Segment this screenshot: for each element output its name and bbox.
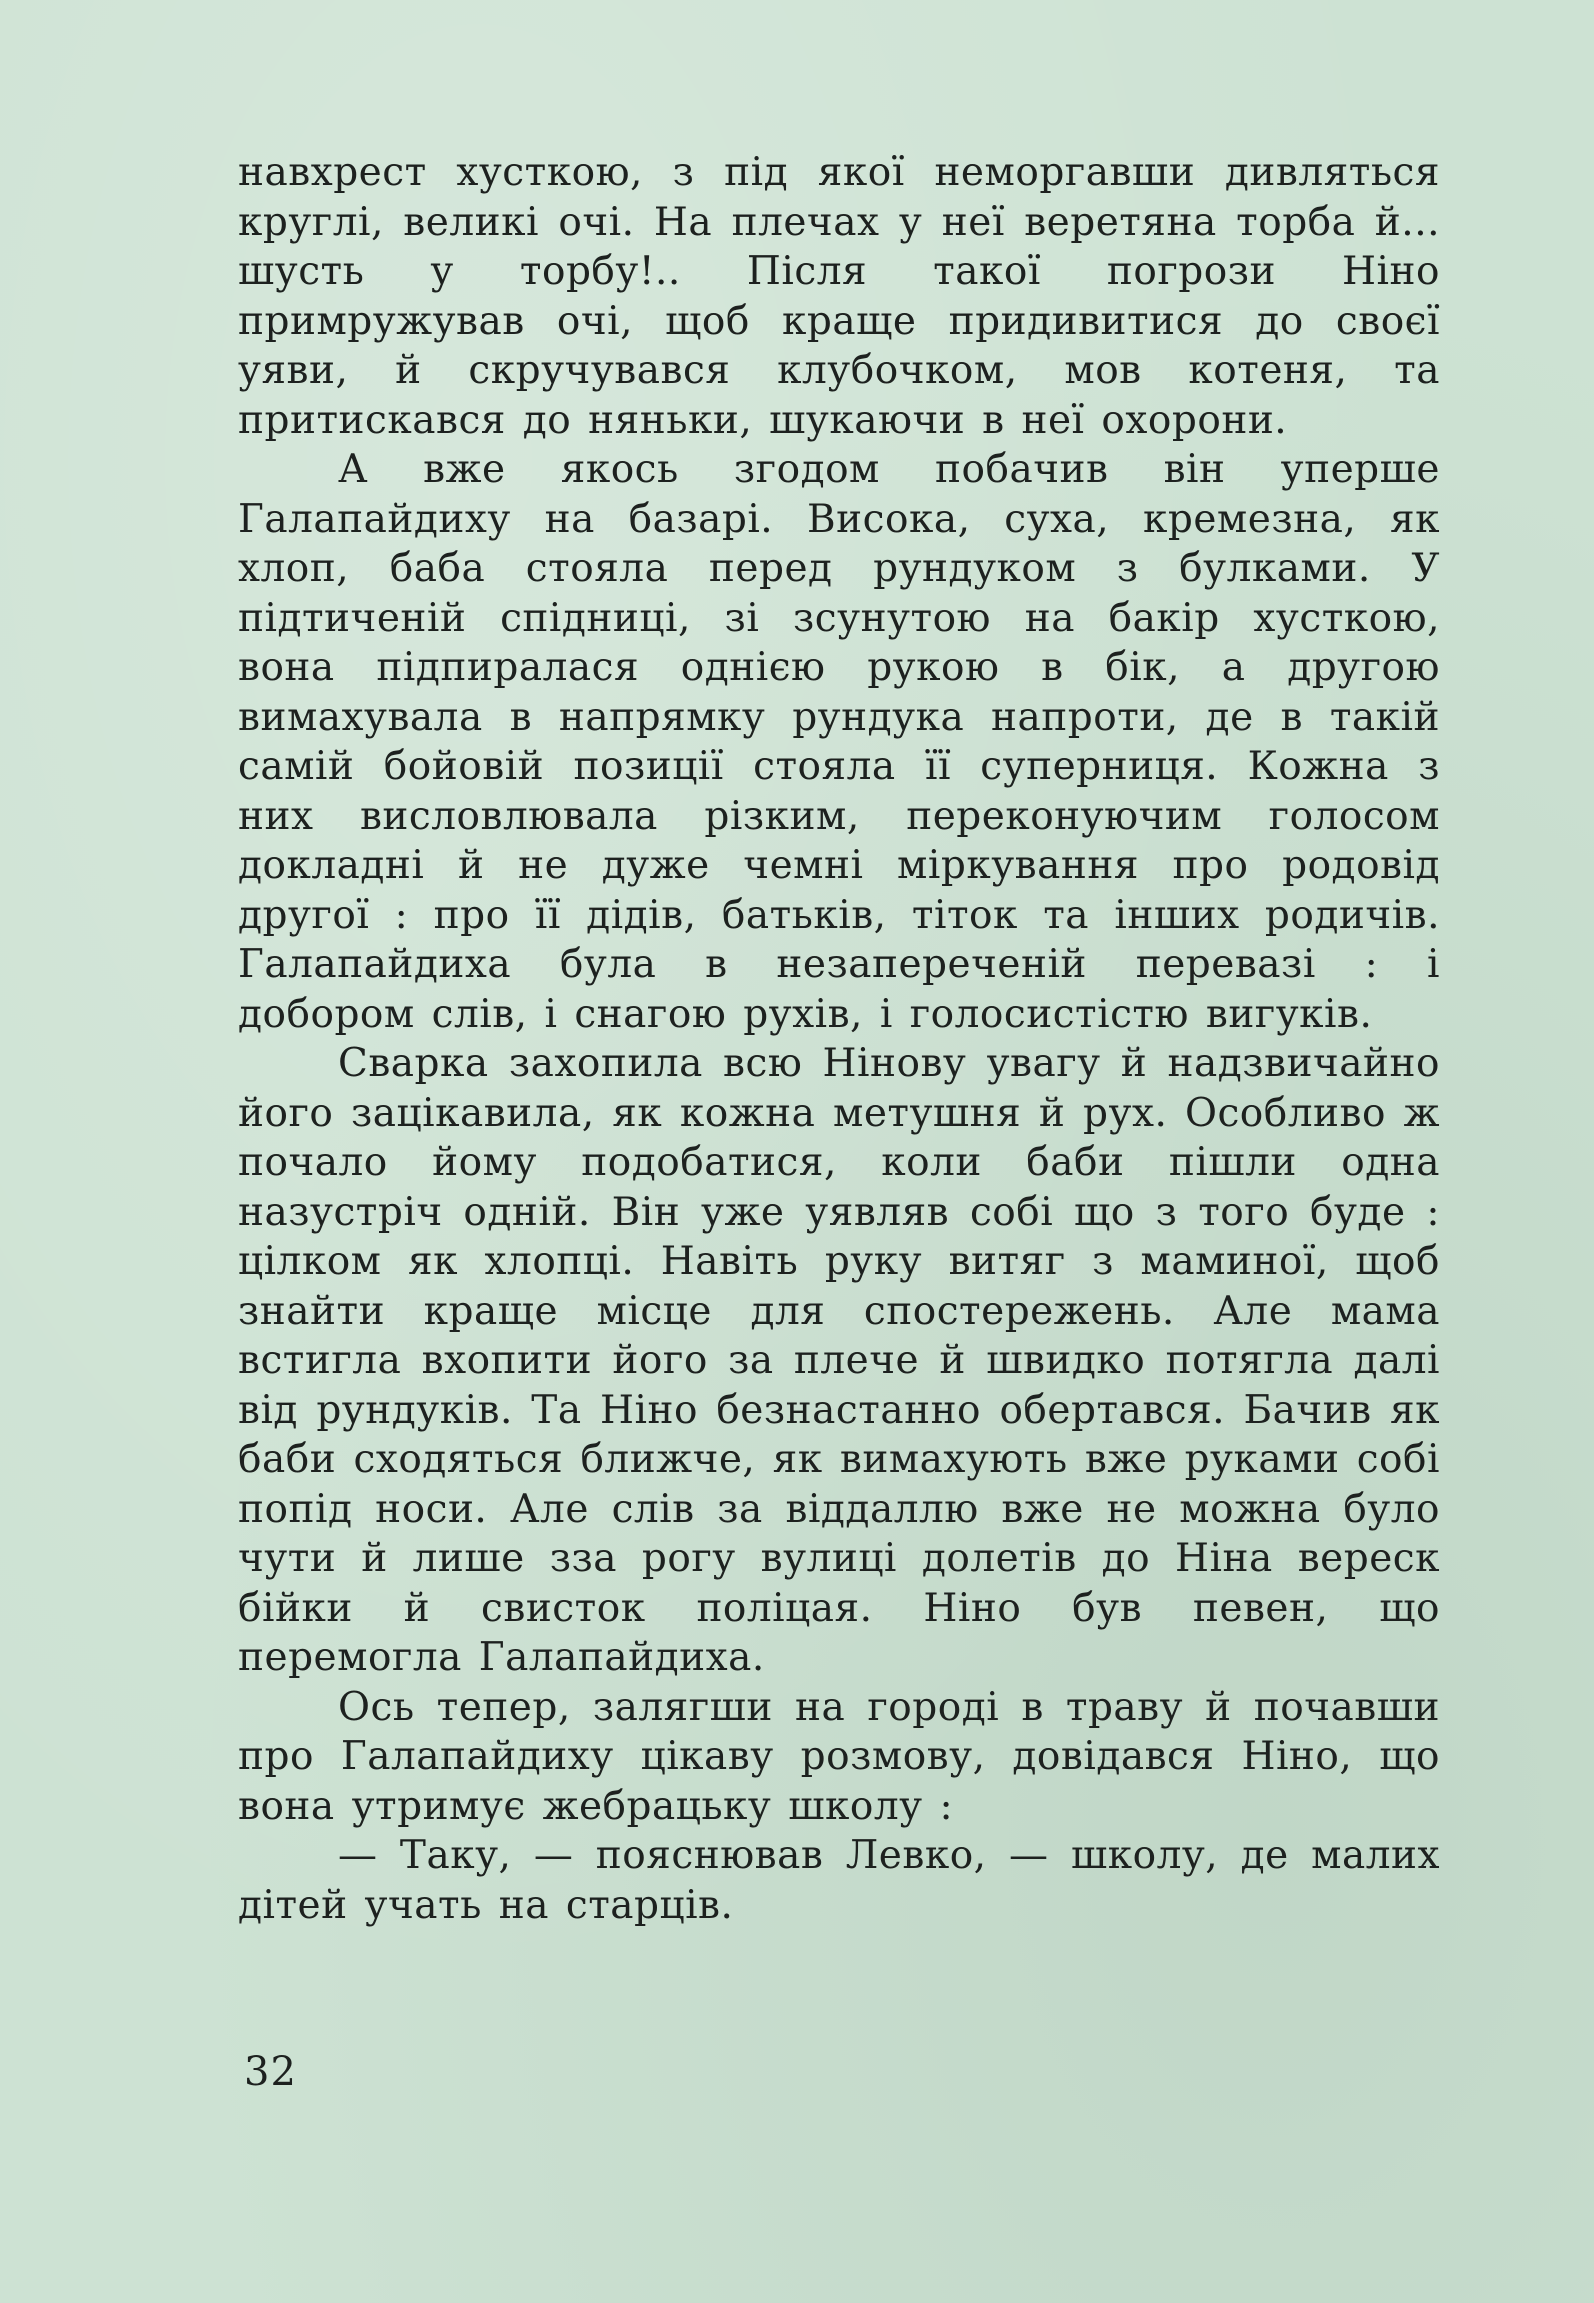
paragraph: — Таку, — пояснював Левко, — школу, де малих дітей учать на старців. [238, 1833, 1440, 1928]
paragraph: А вже якось згодом побачив він уперше Галапайдиху на базарі. Висока, суха, кремезна, як хлоп, баба стояла перед рундуком з булками. У підтиченій спідниці, зі зсунутою на бакір хусткою, вона підпиралася однією рукою в бік, а другою вимахувала в напрямку рундука напроти, де в такій самій бойовій позиції стояла її суперниця. Кожна з них висловлювала різким, переконуючим голосом докладні й не дуже чемні міркування про родовід другої : про її дідів, батьків, тіток та інших родичів. Галапайдиха була в незапереченій перевазі : і добором слів, і снагою рухів, і голосистістю вигуків. [238, 447, 1440, 1037]
paragraph: Сварка захопила всю Нінову увагу й надзвичайно його зацікавила, як кожна метушня й рух. Особливо ж почало йому подобатися, коли баби пішли одна назустріч одній. Він уже уявляв собі що з того буде : цілком як хлопці. Навіть руку витяг з маминої, щоб знайти краще місце для спостережень. Але мама встигла вхопити його за плече й швидко потягла далі від рундуків. Та Ніно безнастанно обертався. Бачив як баби сходяться ближче, як вимахують вже руками собі попід носи. Але слів за віддаллю вже не можна було чути й лише зза рогу вулиці долетів до Ніна вереск бійки й свисток поліцая. Ніно був певен, що перемогла Галапайдиха. [238, 1041, 1440, 1680]
page-number: 32 [244, 2049, 297, 2095]
page-text [238, 148, 1440, 1930]
paragraph: навхрест хусткою, з під якої неморгавши дивляться круглі, великі очі. На плечах у неї веретяна торба й... шусть у торбу!.. Після такої погрози Ніно примружував очі, щоб краще придивитися до своєї уяви, й скручувався клубочком, мов котеня, та притискався до няньки, шукаючи в неї охорони. [238, 150, 1440, 443]
paragraph: Ось тепер, залягши на городі в траву й почавши про Галапайдиху цікаву розмову, довідався Ніно, що вона утримує жебрацьку школу : [238, 1684, 1440, 1829]
